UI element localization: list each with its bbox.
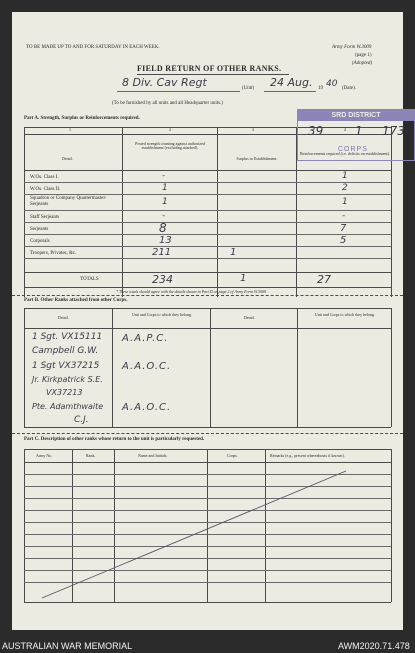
part-a-row-reinf: 7 bbox=[340, 223, 347, 234]
date-handwritten: 24 Aug. bbox=[270, 76, 313, 89]
stamp-header: SRD DISTRICT bbox=[298, 110, 414, 121]
part-b-entry-detail: C.J. bbox=[74, 415, 89, 425]
footer-credit: AUSTRALIAN WAR MEMORIAL bbox=[2, 641, 133, 651]
made-up-instruction: TO BE MADE UP TO AND FOR SATURDAY IN EACH WEEK. bbox=[26, 45, 160, 50]
part-b-entry-unit: A.A.O.C. bbox=[122, 361, 172, 372]
form-number: Army Form W.3009 bbox=[332, 45, 372, 50]
part-c-header-corps: Corps. bbox=[227, 453, 238, 458]
part-a-header-detail: Detail. bbox=[62, 156, 73, 161]
part-b-title: Part B. Other Ranks attached from other Corps. bbox=[24, 298, 128, 303]
part-b-entry-unit: A.A.P.C. bbox=[122, 333, 169, 344]
part-a-colnum-1: 1 bbox=[69, 127, 71, 132]
adopted-label: (Adopted) bbox=[352, 61, 372, 66]
part-a-colnum-2: 2 bbox=[169, 127, 171, 132]
part-c-header-name: Name and Initials. bbox=[138, 453, 168, 458]
part-a-title: Part A. Strength, Surplus or Reinforcements required. bbox=[24, 116, 140, 121]
part-b-header-unit-1: Unit and Corps to which they belong. bbox=[131, 312, 193, 317]
page-number: (page 1) bbox=[355, 53, 372, 58]
part-a-colnum-4: 4 bbox=[344, 127, 346, 132]
part-a-row-detail: Troopers, Privates, &c. bbox=[30, 251, 77, 256]
part-a-row-detail: Corporals bbox=[30, 239, 50, 244]
part-a-header-reinf: Reinforcements required (i.e. deficits on establishment). bbox=[300, 151, 390, 156]
part-a-row-posted: - bbox=[162, 171, 166, 181]
totals-surplus: 1 bbox=[240, 273, 247, 284]
totals-posted: 234 bbox=[152, 273, 173, 286]
part-a-row-posted: - bbox=[162, 211, 166, 221]
part-a-row-posted: 8 bbox=[159, 221, 167, 235]
part-c-title: Part C. Description of other ranks whose return to the unit is particularly requested. bbox=[24, 437, 205, 442]
form-page bbox=[12, 12, 403, 630]
part-b-entry-detail: 1 Sgt VX37215 bbox=[32, 361, 100, 371]
footer-accession: AWM2020.71.478 bbox=[338, 641, 410, 651]
part-a-colnum-3: 3 bbox=[252, 127, 254, 132]
part-a-row-posted: 1 bbox=[162, 183, 168, 193]
part-b-header-detail-2: Detail. bbox=[244, 315, 255, 320]
part-b-entry-unit: A.A.O.C. bbox=[122, 402, 172, 413]
part-c-strike-through bbox=[12, 12, 403, 630]
part-a-row-posted: 211 bbox=[152, 247, 172, 258]
part-a-row-detail: Serjeants bbox=[30, 227, 49, 232]
form-title: FIELD RETURN OF OTHER RANKS. bbox=[137, 64, 282, 73]
stamp-footer: CORPS bbox=[338, 146, 368, 153]
part-c-header-army-no: Army No. bbox=[36, 453, 53, 458]
part-a-header-surplus: Surplus to Establishment. bbox=[236, 156, 278, 161]
part-a-row-detail: W.Os. Class II. bbox=[30, 187, 61, 192]
part-a-row-posted: 1 bbox=[162, 197, 168, 207]
stamp-number-1: 39 bbox=[308, 124, 324, 138]
part-a-row-surplus: 1 bbox=[230, 247, 237, 258]
date-label: (Date). bbox=[342, 86, 357, 91]
unit-label: (Unit) bbox=[242, 86, 255, 91]
unit-handwritten: 8 Div. Cav Regt bbox=[122, 76, 207, 89]
year-handwritten: 40 bbox=[326, 79, 338, 89]
part-b-entry-detail: Pte. Adamthwaite bbox=[32, 402, 104, 411]
part-a-row-detail: Squadron or Company Quartermaster-Serjeants bbox=[30, 196, 107, 207]
year-prefix: 19 bbox=[318, 86, 323, 91]
part-a-row-detail: Staff Serjeants bbox=[30, 215, 60, 220]
part-a-header-posted: Posted strength counting against authorized establishment (excluding attached). bbox=[135, 141, 205, 151]
part-a-row-reinf: 1 bbox=[342, 171, 348, 181]
part-a-row-posted: 13 bbox=[159, 235, 172, 246]
part-b-header-unit-2: Unit and Corps to which they belong. bbox=[314, 312, 376, 317]
part-b-entry-detail: Campbell G.W. bbox=[32, 346, 99, 356]
part-b-entry-detail: Jr. Kirkpatrick S.E. bbox=[32, 375, 103, 384]
furnished-instruction: (To be furnished by all units and all Headquarter units.) bbox=[112, 101, 224, 106]
part-b-header-detail-1: Detail. bbox=[58, 315, 69, 320]
totals-note: * These totals should agree with the details shown in Part D on page 2 of Army Form W.3009. bbox=[116, 289, 267, 294]
totals-label: TOTALS bbox=[80, 277, 99, 282]
part-a-row-detail: W.Os. Class I. bbox=[30, 175, 59, 180]
totals-reinf: 27 bbox=[317, 273, 331, 286]
stamp-number-3: 173 bbox=[382, 124, 405, 138]
part-b-entry-detail: VX37213 bbox=[46, 388, 83, 397]
part-c-header-remarks: Remarks (e.g., present whereabouts if known). bbox=[270, 453, 345, 458]
part-a-row-reinf: 2 bbox=[342, 183, 348, 193]
part-b-entry-detail: 1 Sgt. VX15111 bbox=[32, 332, 103, 342]
part-c-header-rank: Rank. bbox=[86, 453, 96, 458]
part-a-row-reinf: 1 bbox=[342, 197, 348, 207]
part-a-row-reinf: - bbox=[342, 211, 346, 221]
part-a-row-reinf: 5 bbox=[340, 235, 347, 246]
stamp-number-2: 1 bbox=[355, 124, 363, 138]
